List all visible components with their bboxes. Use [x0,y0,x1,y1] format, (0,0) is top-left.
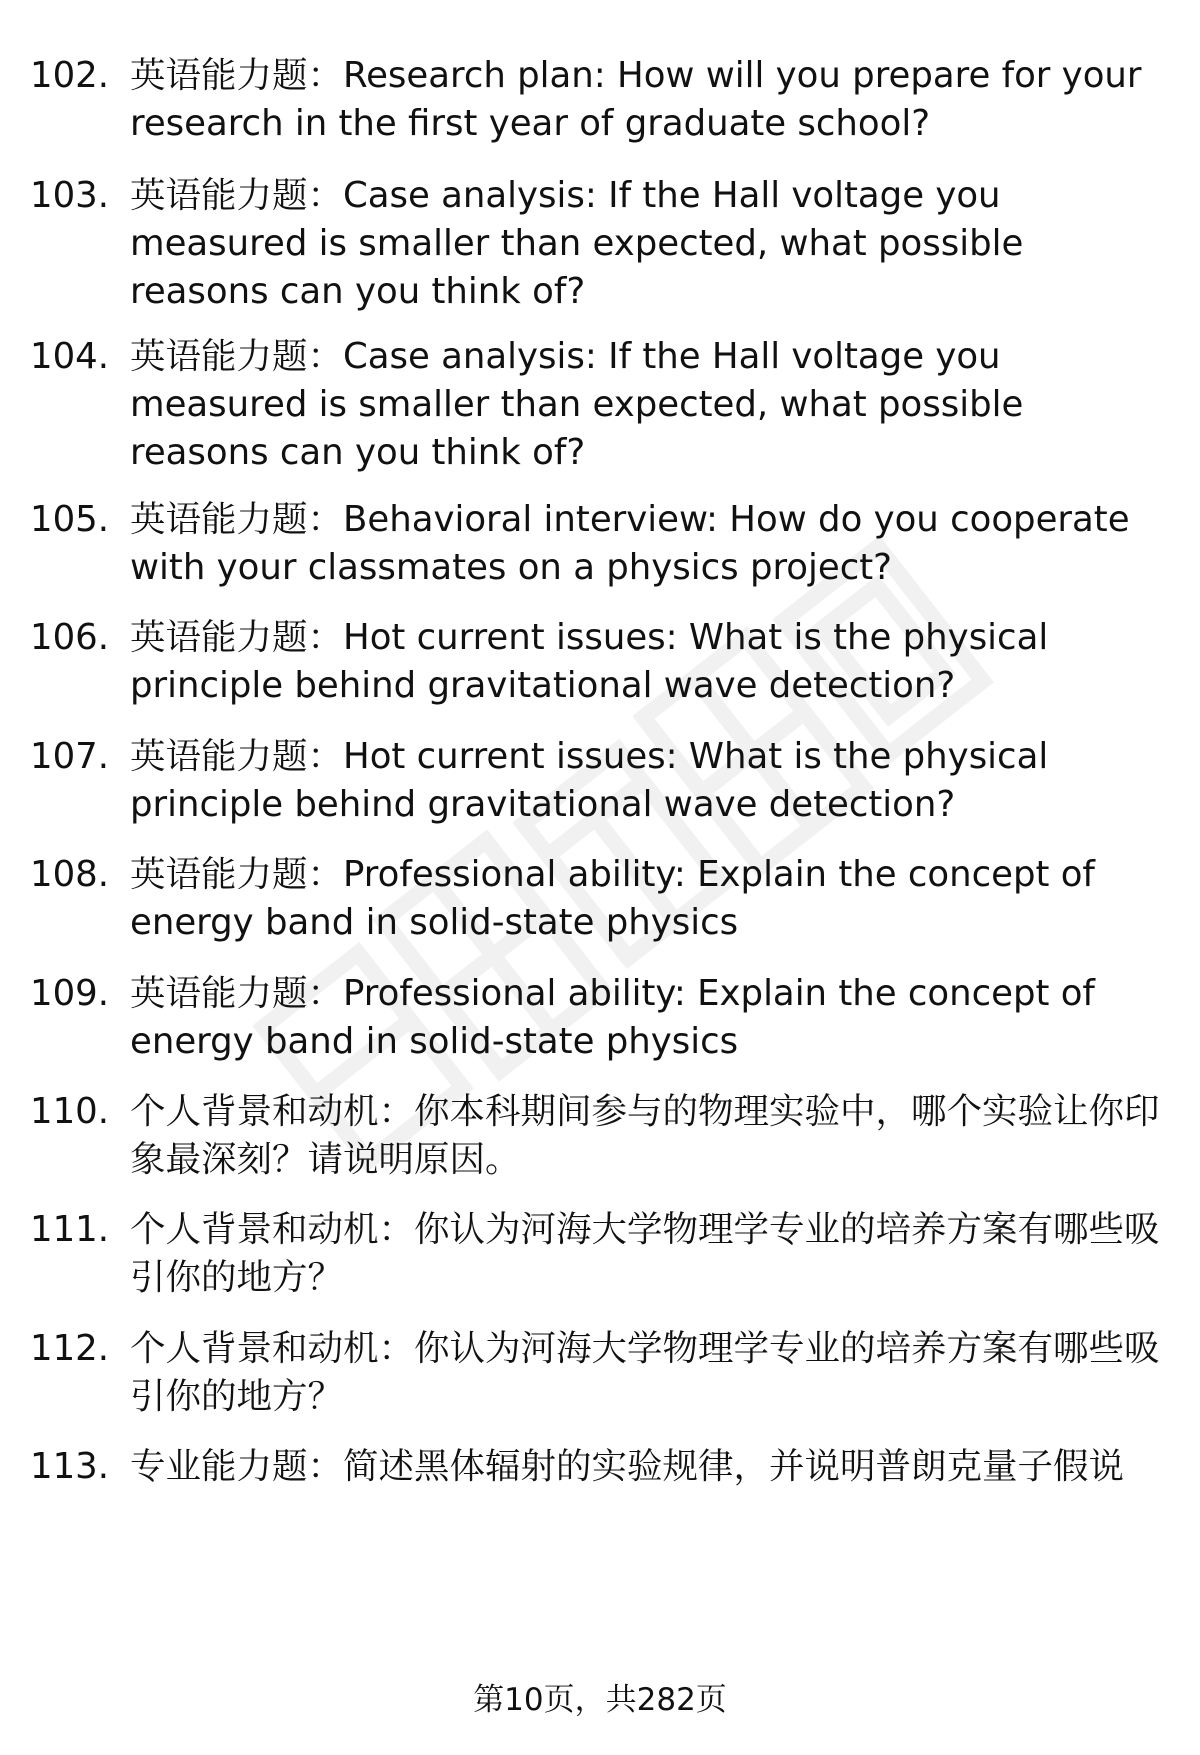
question-number: 110. [30,1091,110,1132]
question-number: 106. [30,617,110,658]
question-number: 113. [30,1446,110,1487]
question-number: 103. [30,175,110,216]
question-text: 英语能力题：Case analysis: If the Hall voltage you measured is smaller than expected, what possible reasons can you think of? [130,175,1024,312]
question-number: 107. [30,736,110,777]
question-text: 英语能力题：Research plan: How will you prepare for your research in the first year of graduate school? [130,55,1142,144]
question-text: 个人背景和动机：你认为河海大学物理学专业的培养方案有哪些吸引你的地方？ [130,1328,1160,1417]
question-number: 108. [30,854,110,895]
question-number: 104. [30,336,110,377]
page-footer: 第10页，共282页 [473,1682,727,1718]
question-text: 英语能力题：Professional ability: Explain the concept of energy band in solid-state physics [130,854,1095,943]
question-text: 英语能力题：Case analysis: If the Hall voltage you measured is smaller than expected, what possible reasons can you think of? [130,336,1024,473]
question-text: 个人背景和动机：你本科期间参与的物理实验中，哪个实验让你印象最深刻？请说明原因。 [130,1091,1160,1180]
question-text: 英语能力题：Behavioral interview: How do you cooperate with your classmates on a physics project? [130,499,1130,588]
question-text: 英语能力题：Hot current issues: What is the physical principle behind gravitational wave detection? [130,617,1049,706]
question-text: 英语能力题：Hot current issues: What is the physical principle behind gravitational wave detection? [130,736,1049,825]
question-number: 105. [30,499,110,540]
question-number: 102. [30,55,110,96]
question-text: 英语能力题：Professional ability: Explain the concept of energy band in solid-state physics [130,973,1095,1062]
question-number: 112. [30,1328,110,1369]
question-number: 111. [30,1209,110,1250]
question-text: 个人背景和动机：你认为河海大学物理学专业的培养方案有哪些吸引你的地方？ [130,1209,1160,1298]
question-number: 109. [30,973,110,1014]
question-text: 专业能力题：简述黑体辐射的实验规律，并说明普朗克量子假说 [130,1446,1125,1487]
